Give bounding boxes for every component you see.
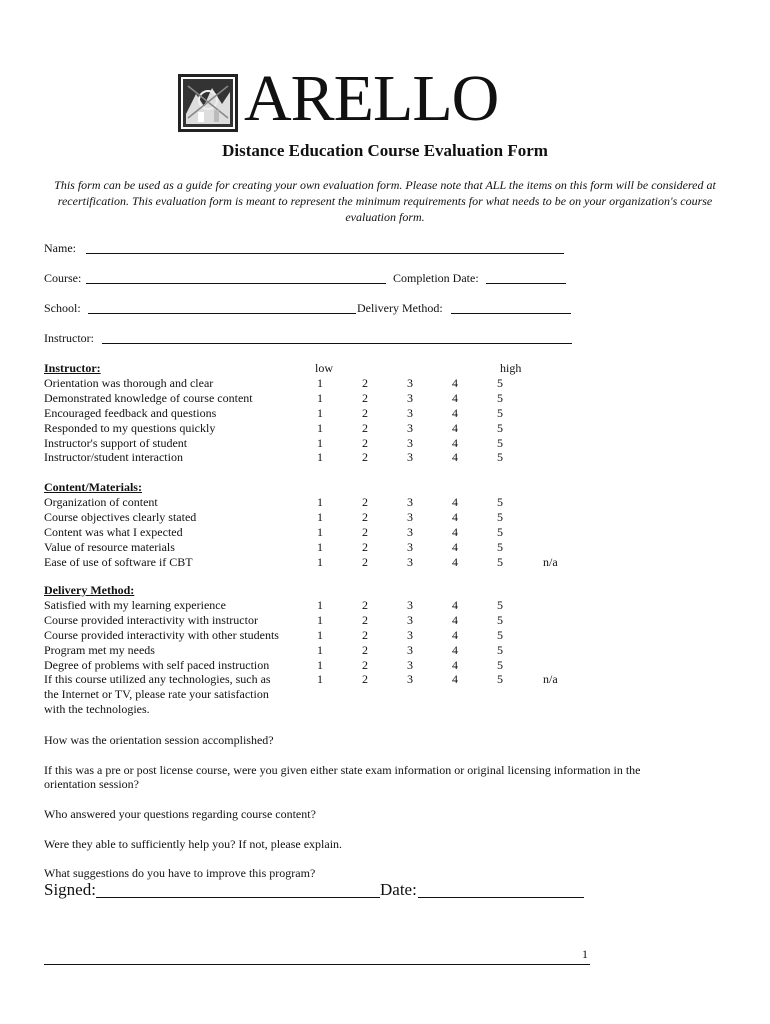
completion-date-label: Completion Date: bbox=[393, 271, 479, 285]
rating-option-3[interactable]: 3 bbox=[407, 435, 413, 450]
rating-item-label: the Internet or TV, please rate your satisfaction bbox=[44, 687, 269, 702]
rating-option-3[interactable]: 3 bbox=[407, 657, 413, 672]
rating-option-4[interactable]: 4 bbox=[452, 642, 458, 657]
rating-option-4[interactable]: 4 bbox=[452, 612, 458, 627]
rating-option-4[interactable]: 4 bbox=[452, 450, 458, 465]
rating-option-2[interactable]: 2 bbox=[362, 539, 368, 554]
delivery-method-label: Delivery Method: bbox=[357, 301, 443, 315]
question-orientation: How was the orientation session accomplished? bbox=[44, 733, 274, 747]
page-number: 1 bbox=[582, 947, 588, 961]
question-who-answered: Who answered your questions regarding course content? bbox=[44, 807, 316, 821]
rating-option-2[interactable]: 2 bbox=[362, 657, 368, 672]
rating-item-label: Instructor/student interaction bbox=[44, 450, 183, 465]
rating-item-label: Encouraged feedback and questions bbox=[44, 405, 217, 420]
rating-option-1[interactable]: 1 bbox=[317, 642, 323, 657]
name-field[interactable] bbox=[86, 252, 564, 254]
rating-item-label: Ease of use of software if CBT bbox=[44, 554, 193, 569]
rating-option-1[interactable]: 1 bbox=[317, 405, 323, 420]
rating-option-3[interactable]: 3 bbox=[407, 672, 413, 687]
rating-option-2[interactable]: 2 bbox=[362, 554, 368, 569]
rating-option-4[interactable]: 4 bbox=[452, 554, 458, 569]
rating-option-4[interactable]: 4 bbox=[452, 405, 458, 420]
rating-option-3[interactable]: 3 bbox=[407, 627, 413, 642]
rating-option-2[interactable]: 2 bbox=[362, 509, 368, 524]
rating-option-3[interactable]: 3 bbox=[407, 642, 413, 657]
rating-item-label: Course provided interactivity with other students bbox=[44, 627, 279, 642]
name-label: Name: bbox=[44, 241, 76, 255]
rating-option-3[interactable]: 3 bbox=[407, 554, 413, 569]
rating-option-4[interactable]: 4 bbox=[452, 657, 458, 672]
rating-option-3[interactable]: 3 bbox=[407, 450, 413, 465]
rating-option-5[interactable]: 5 bbox=[497, 509, 503, 524]
rating-option-2[interactable]: 2 bbox=[362, 390, 368, 405]
rating-option-4[interactable]: 4 bbox=[452, 375, 458, 390]
footer-rule bbox=[44, 964, 590, 965]
rating-option-2[interactable]: 2 bbox=[362, 642, 368, 657]
rating-option-4[interactable]: 4 bbox=[452, 494, 458, 509]
form-intro: This form can be used as a guide for creating your own evaluation form. Please note that ALL the items on this form will be considered at recertification. This evaluation form is meant to represent the minimum requirements for what needs to be on your organization's course evaluation form. bbox=[54, 178, 716, 224]
rating-option-3[interactable]: 3 bbox=[407, 524, 413, 539]
rating-option-5[interactable]: 5 bbox=[497, 672, 503, 687]
rating-option-5[interactable]: 5 bbox=[497, 657, 503, 672]
rating-option-1[interactable]: 1 bbox=[317, 375, 323, 390]
school-label: School: bbox=[44, 301, 81, 315]
rating-option-2[interactable]: 2 bbox=[362, 524, 368, 539]
rating-option-na[interactable]: n/a bbox=[543, 672, 558, 687]
rating-option-5[interactable]: 5 bbox=[497, 524, 503, 539]
rating-option-5[interactable]: 5 bbox=[497, 435, 503, 450]
rating-option-2[interactable]: 2 bbox=[362, 420, 368, 435]
rating-item-label: Course objectives clearly stated bbox=[44, 509, 197, 524]
rating-option-1[interactable]: 1 bbox=[317, 390, 323, 405]
rating-option-1[interactable]: 1 bbox=[317, 539, 323, 554]
question-license-info-cont: orientation session? bbox=[44, 777, 139, 791]
rating-item-label: Organization of content bbox=[44, 494, 158, 509]
section-heading: Content/Materials: bbox=[44, 480, 142, 494]
instructor-field[interactable] bbox=[102, 342, 572, 344]
rating-option-2[interactable]: 2 bbox=[362, 597, 368, 612]
rating-option-1[interactable]: 1 bbox=[317, 672, 323, 687]
rating-option-2[interactable]: 2 bbox=[362, 405, 368, 420]
rating-option-3[interactable]: 3 bbox=[407, 390, 413, 405]
rating-item-label: with the technologies. bbox=[44, 702, 150, 717]
rating-option-4[interactable]: 4 bbox=[452, 435, 458, 450]
rating-item-label: Program met my needs bbox=[44, 642, 155, 657]
rating-item-label: Value of resource materials bbox=[44, 539, 175, 554]
date-field[interactable] bbox=[418, 896, 584, 898]
scale-low-label: low bbox=[315, 361, 333, 375]
rating-item-label: If this course utilized any technologies, such as bbox=[44, 672, 271, 687]
rating-option-3[interactable]: 3 bbox=[407, 420, 413, 435]
question-suggestions: What suggestions do you have to improve this program? bbox=[44, 866, 316, 880]
rating-option-1[interactable]: 1 bbox=[317, 494, 323, 509]
rating-option-3[interactable]: 3 bbox=[407, 494, 413, 509]
rating-option-5[interactable]: 5 bbox=[497, 612, 503, 627]
rating-option-5[interactable]: 5 bbox=[497, 627, 503, 642]
delivery-method-field[interactable] bbox=[451, 312, 571, 314]
rating-option-2[interactable]: 2 bbox=[362, 435, 368, 450]
signed-label: Signed: bbox=[44, 880, 96, 899]
rating-option-4[interactable]: 4 bbox=[452, 524, 458, 539]
arello-emblem-icon bbox=[178, 74, 238, 132]
rating-option-2[interactable]: 2 bbox=[362, 494, 368, 509]
rating-option-2[interactable]: 2 bbox=[362, 627, 368, 642]
rating-option-1[interactable]: 1 bbox=[317, 450, 323, 465]
brand-wordmark: ARELLO bbox=[244, 62, 499, 135]
rating-item-label: Responded to my questions quickly bbox=[44, 420, 216, 435]
rating-option-5[interactable]: 5 bbox=[497, 642, 503, 657]
rating-option-1[interactable]: 1 bbox=[317, 554, 323, 569]
section-heading: Delivery Method: bbox=[44, 583, 135, 597]
rating-item-label: Content was what I expected bbox=[44, 524, 183, 539]
rating-option-4[interactable]: 4 bbox=[452, 390, 458, 405]
rating-option-3[interactable]: 3 bbox=[407, 375, 413, 390]
instructor-label: Instructor: bbox=[44, 331, 94, 345]
rating-option-2[interactable]: 2 bbox=[362, 672, 368, 687]
rating-option-5[interactable]: 5 bbox=[497, 405, 503, 420]
rating-option-3[interactable]: 3 bbox=[407, 597, 413, 612]
rating-option-3[interactable]: 3 bbox=[407, 539, 413, 554]
rating-option-4[interactable]: 4 bbox=[452, 627, 458, 642]
rating-item-label: Instructor's support of student bbox=[44, 435, 188, 450]
section-heading: Instructor: bbox=[44, 361, 101, 375]
rating-item-label: Orientation was thorough and clear bbox=[44, 375, 214, 390]
rating-option-1[interactable]: 1 bbox=[317, 597, 323, 612]
rating-option-1[interactable]: 1 bbox=[317, 612, 323, 627]
rating-option-5[interactable]: 5 bbox=[497, 420, 503, 435]
rating-option-2[interactable]: 2 bbox=[362, 612, 368, 627]
rating-option-5[interactable]: 5 bbox=[497, 597, 503, 612]
date-label: Date: bbox=[380, 880, 417, 899]
rating-option-3[interactable]: 3 bbox=[407, 612, 413, 627]
question-license-info: If this was a pre or post license course, were you given either state exam information or original licensing information in the bbox=[44, 763, 641, 777]
form-title: Distance Education Course Evaluation Form bbox=[222, 141, 548, 160]
question-sufficient-help: Were they able to sufficiently help you? If not, please explain. bbox=[44, 837, 343, 851]
rating-option-5[interactable]: 5 bbox=[497, 390, 503, 405]
course-field[interactable] bbox=[86, 282, 386, 284]
rating-option-1[interactable]: 1 bbox=[317, 509, 323, 524]
rating-option-5[interactable]: 5 bbox=[497, 539, 503, 554]
rating-option-5[interactable]: 5 bbox=[497, 554, 503, 569]
school-field[interactable] bbox=[88, 312, 356, 314]
rating-item-label: Demonstrated knowledge of course content bbox=[44, 390, 253, 405]
rating-option-1[interactable]: 1 bbox=[317, 627, 323, 642]
rating-option-na[interactable]: n/a bbox=[543, 554, 558, 569]
rating-item-label: Degree of problems with self paced instruction bbox=[44, 657, 270, 672]
course-label: Course: bbox=[44, 271, 82, 285]
completion-date-field[interactable] bbox=[486, 282, 566, 284]
rating-option-1[interactable]: 1 bbox=[317, 524, 323, 539]
rating-option-5[interactable]: 5 bbox=[497, 450, 503, 465]
scale-high-label: high bbox=[500, 361, 522, 375]
rating-option-1[interactable]: 1 bbox=[317, 657, 323, 672]
rating-option-4[interactable]: 4 bbox=[452, 420, 458, 435]
rating-option-4[interactable]: 4 bbox=[452, 539, 458, 554]
rating-option-1[interactable]: 1 bbox=[317, 435, 323, 450]
rating-option-3[interactable]: 3 bbox=[407, 405, 413, 420]
rating-option-2[interactable]: 2 bbox=[362, 375, 368, 390]
rating-option-4[interactable]: 4 bbox=[452, 597, 458, 612]
rating-option-4[interactable]: 4 bbox=[452, 672, 458, 687]
rating-option-1[interactable]: 1 bbox=[317, 420, 323, 435]
rating-option-3[interactable]: 3 bbox=[407, 509, 413, 524]
rating-option-4[interactable]: 4 bbox=[452, 509, 458, 524]
rating-item-label: Course provided interactivity with instructor bbox=[44, 612, 258, 627]
signed-field[interactable] bbox=[96, 896, 380, 898]
rating-option-5[interactable]: 5 bbox=[497, 494, 503, 509]
rating-option-2[interactable]: 2 bbox=[362, 450, 368, 465]
rating-item-label: Satisfied with my learning experience bbox=[44, 597, 226, 612]
rating-option-5[interactable]: 5 bbox=[497, 375, 503, 390]
